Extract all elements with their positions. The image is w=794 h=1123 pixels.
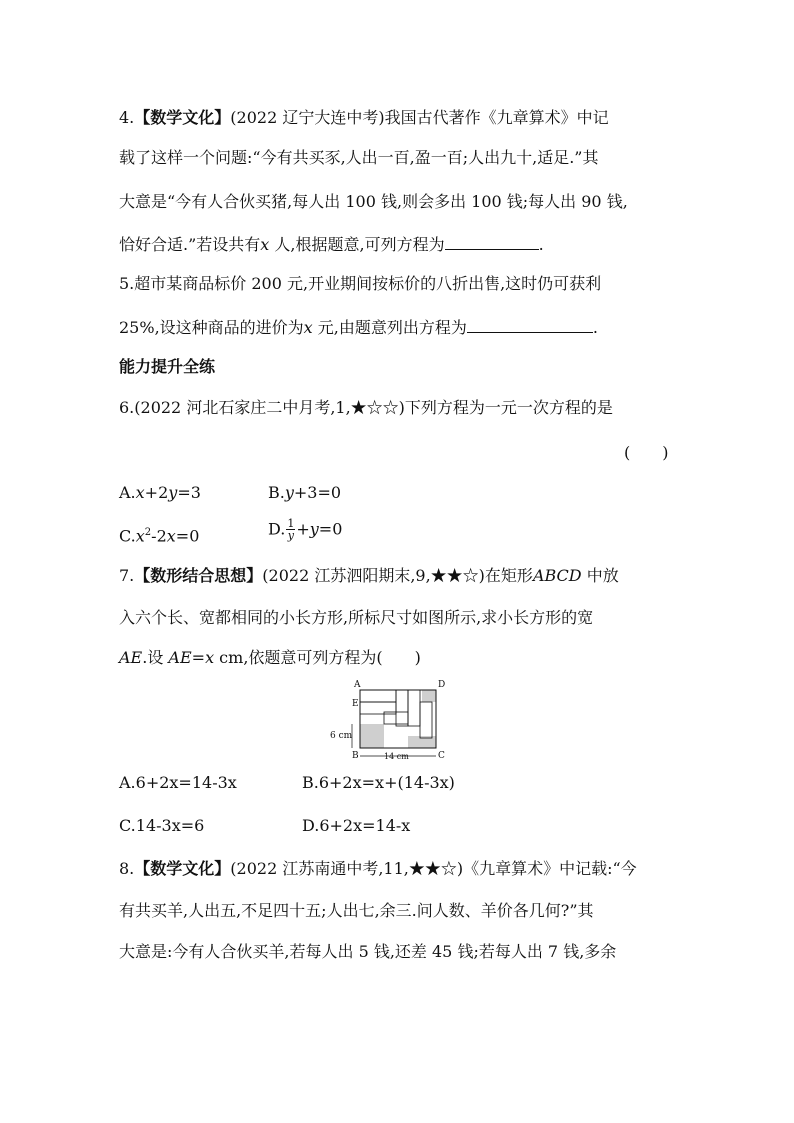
q7-line1-end: 中放 [581,566,619,585]
q7-ae-2: AE [168,648,192,667]
fraction-denominator: y [287,529,294,542]
q7-ae: AE [119,648,143,667]
q7-option-c[interactable]: C.14-3x=6 [119,816,205,835]
q6-option-c-part1: -2 [151,526,167,546]
q8-tag: 【数学文化】 [134,859,231,878]
q4-variable: x [260,235,270,254]
q6-option-c-x: x [135,526,145,546]
q4-number: 4. [119,108,135,127]
q5-answer-blank[interactable] [467,316,593,333]
q4-line4 [119,233,544,255]
q6-option-c-x2: x [166,526,176,546]
figure-small-rect-5 [408,690,420,726]
q6-option-d-part2: =0 [318,519,343,539]
q6-option-a-x: x [135,483,145,502]
figure-dim-label-6cm: 6 cm [330,731,353,741]
q8-line2: 有共买羊,人出五,不足四十五;人出七,余三.问人数、羊价各几何?”其 [119,901,594,920]
q5-line2-text-a: 25%,设这种商品的进价为 [119,318,304,337]
q4-line4-text-b: 人,根据题意,可列方程为 [269,235,445,254]
q7-number: 7. [119,566,135,585]
q5-line1: 5.超市某商品标价 200 元,开业期间按标价的八折出售,这时仍可获利 [119,274,602,293]
q5-variable: x [303,318,313,337]
figure-label-c: C [438,751,445,761]
q7-option-b[interactable]: B.6+2x=x+(14-3x) [302,773,455,792]
q8-number: 8. [119,859,135,878]
q8-line3: 大意是:今有人合伙买羊,若每人出 5 钱,还差 45 钱;若每人出 7 钱,多余 [119,942,617,961]
q6-option-d-y: y [309,519,319,539]
q7-line3-text-c: cm,依题意可列方程为( ) [214,648,421,667]
figure-small-rect-6 [420,702,432,738]
q5-line2-text-b: 元,由题意列出方程为 [312,318,467,337]
q7-line3-text-a: .设 [142,648,169,667]
q6-option-d-label: D. [268,519,286,539]
q5-period: . [592,318,598,337]
q7-option-a[interactable]: A.6+2x=14-3x [119,773,237,792]
q6-option-b-label: B. [268,483,285,502]
q8-line1 [119,859,637,879]
q4-line1 [119,108,609,128]
figure-small-rect-1 [360,690,396,702]
q4-answer-blank[interactable] [445,233,539,250]
q7-rect-name: ABCD [532,566,582,585]
q6-option-b[interactable] [268,483,341,503]
q6-answer-paren[interactable]: ( ) [624,443,669,462]
q6-option-c-part2: =0 [175,526,200,546]
q6-option-c-label: C. [119,526,136,546]
q6-stem: 6.(2022 河北石家庄二中月考,1,★☆☆)下列方程为一元一次方程的是 [119,398,613,417]
q7-line1-text: (2022 江苏泗阳期末,9,★★☆)在矩形 [262,566,533,585]
q6-option-b-y: y [284,483,294,502]
q6-option-d[interactable] [268,518,342,541]
q7-variable: x [205,648,215,667]
q6-option-a-part2: =3 [177,483,201,502]
q4-line1-text: (2022 辽宁大连中考)我国古代著作《九章算术》中记 [230,108,609,127]
section-title: 能力提升全练 [119,357,216,376]
q6-option-a-part1: +2 [144,483,169,502]
q5-line2 [119,316,598,338]
q6-option-d-fraction [286,518,295,541]
q6-option-b-part1: +3=0 [293,483,342,502]
q6-option-a[interactable] [119,483,201,503]
q6-option-a-label: A. [119,483,136,502]
figure-label-b: B [352,751,359,761]
q7-option-d[interactable]: D.6+2x=14-x [302,816,411,835]
figure-shaded-bottom-left [360,724,384,748]
q4-line2: 载了这样一个问题:“今有共买豕,人出一百,盈一百;人出九十,适足.”其 [119,148,599,167]
q6-option-c[interactable] [119,523,199,546]
q7-line3-text-b: = [191,648,206,667]
q4-line4-text-a: 恰好合适.”若设共有 [119,235,261,254]
q7-line3 [119,648,421,668]
q7-line2: 入六个长、宽都相同的小长方形,所标尺寸如图所示,求小长方形的宽 [119,608,594,627]
q6-option-d-part1: + [296,519,310,539]
figure-label-e: E [352,699,359,709]
figure-label-d: D [438,680,446,690]
figure-dim-label-14cm: 14 cm [384,752,409,761]
q6-option-c-exponent: 2 [144,527,152,538]
figure-small-rect-4 [396,690,408,726]
q6-option-a-y: y [168,483,178,502]
q7-tag: 【数形结合思想】 [134,566,263,585]
q7-line1 [119,566,619,586]
figure-shaded-top-right [422,690,436,702]
q8-line1-text: (2022 江苏南通中考,11,★★☆)《九章算术》中记载:“今 [230,859,637,878]
q4-period: . [538,235,544,254]
figure-label-a: A [354,680,361,690]
q7-rectangle-figure [330,676,466,764]
fraction-numerator: 1 [287,517,295,530]
q4-line3: 大意是“今有人合伙买猪,每人出 100 钱,则会多出 100 钱;每人出 90 钱, [119,192,628,211]
q4-tag: 【数学文化】 [134,108,231,127]
